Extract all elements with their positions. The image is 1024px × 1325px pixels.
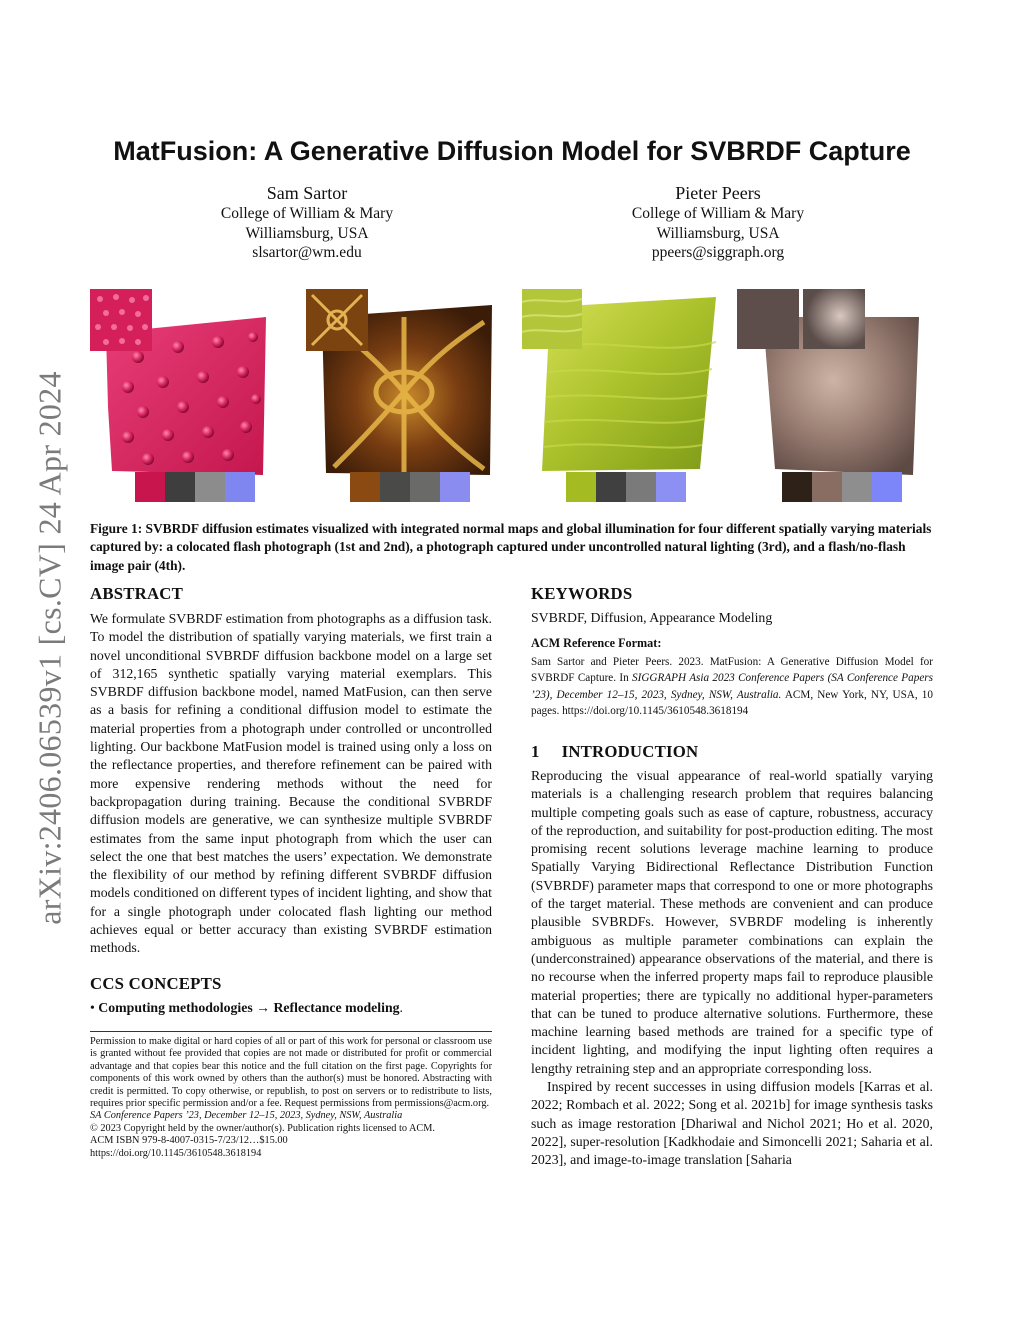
ccs-heading: CCS CONCEPTS (90, 974, 222, 993)
swatch-specular-2 (380, 472, 410, 502)
reference-doi[interactable]: ACM, New York, NY, USA, 10 pages. https://doi.org/10.1145/3610548.3618194 (531, 688, 933, 718)
doi-link[interactable]: https://doi.org/10.1145/3610548.3618194 (90, 1147, 262, 1159)
swatch-albedo-2 (350, 472, 380, 502)
ccs-arrow: → (256, 1000, 271, 1015)
intro-body (531, 767, 933, 1170)
arxiv-identifier: arXiv:2406.06539v1 [cs.CV] 24 Apr 2024 (31, 371, 68, 925)
author-affiliation: College of William & Mary (220, 205, 394, 222)
intro-paragraph-2: Inspired by recent successes in using diffusion models [Karras et al. 2022; Rombach et al. 2022; Song et al. 2021b] for image synthesis tasks such as image restoration [Dhariwal and Nichol 2021; Ho et al. 2020, 2022], super-resolution [Kadkhodaie and Simoncelli 2021; Saharia et al. 2023], and image-to-image translation [Saharia (531, 1079, 933, 1168)
swatch-albedo-4 (782, 472, 812, 502)
author-location: Williamsburg, USA (656, 224, 780, 242)
swatch-roughness-2 (410, 472, 440, 502)
ccs-period: . (399, 1000, 403, 1015)
material-render-4 (735, 287, 925, 477)
material-render-2 (304, 287, 494, 477)
swatch-roughness-1 (195, 472, 225, 502)
swatch-normal-4 (872, 472, 902, 502)
green-leaf-material-image (520, 287, 720, 477)
author-block-2 (568, 182, 868, 263)
author-email[interactable]: slsartor@wm.edu (252, 244, 362, 262)
keywords-heading: KEYWORDS (531, 584, 633, 603)
paper-title: MatFusion: A Generative Diffusion Model for SVBRDF Capture (113, 136, 911, 166)
swatch-specular-4 (812, 472, 842, 502)
abstract-heading: ABSTRACT (90, 584, 183, 603)
ccs-bullet: • (90, 1000, 95, 1015)
ornate-tile-material-image (304, 287, 494, 477)
intro-number: 1 (531, 742, 540, 761)
ccs-subconcept: Reflectance modeling (273, 1000, 400, 1015)
swatch-albedo-1 (135, 472, 165, 502)
material-render-1 (88, 287, 268, 487)
reference-format (531, 654, 933, 720)
swatch-normal-3 (656, 472, 686, 502)
abstract-text: We formulate SVBRDF estimation from photographs as a diffusion task. To model the distribution of spatially varying materials, we first train a novel unconditional SVBRDF diffusion backbone model on a large set of 312,165 synthetic spatially varying material exemplars. This SVBRDF diffusion backbone model, named MatFusion, can then serve as a basis for refining a conditional diffusion model to estimate the material properties from a photograph under controlled or uncontrolled lighting. Our backbone MatFusion model is trained using only a loss on the reflectance properties, and therefore refinement can be paired with more expensive rendering methods without the need for backpropagation during training. Because the conditional SVBRDF diffusion models are generative, we can synthesize multiple SVBRDF estimates from the same input photograph from which the user can select the one that best matches the users’ expectation. We demonstrate the flexibility of our method by refining different SVBRDF diffusion models conditioned on different types of incident lighting, and show that for a single photograph under colocated flash lighting our method achieves equal or better accuracy than existing SVBRDF estimation methods. (90, 611, 492, 956)
swatch-roughness-3 (626, 472, 656, 502)
intro-paragraph-1: Reproducing the visual appearance of real-world spatially varying materials is a challenging research problem that requires balancing multiple competing goals such as ease of capture, robustness, accuracy of the reproduction, and suitability for post-production editing. The most promising recent solutions leverage machine learning to produce Spatially Varying Bidirectional Reflectance Distribution Function (SVBRDF) parameter maps that correspond to one or more photographs of the target material. These methods are convenient and can produce plausible SVBRDFs. However, SVBRDF modeling is inherently ambiguous as multiple parameter combinations can explain the (underconstrained) appearance observations of the material, and there is no recourse when the inferred property maps fail to reproduce plausible material properties; there are typically no additional hyper-parameters that can be tuned to produce alternative solutions. Furthermore, these machine learning based methods are trained for a specific type of incident lighting, and modifying the input lighting often requires a lengthy retraining step and an appropriate corresponding loss. (531, 768, 933, 1076)
reference-venue: SIGGRAPH Asia 2023 Conference Papers (SA Conference Papers ’23), December 12–15, 2023, Sydney, NSW, Australia. (531, 672, 933, 701)
reference-text: Sam Sartor and Pieter Peers. 2023. MatFusion: A Generative Diffusion Model for SVBRDF Capture. In (531, 656, 933, 685)
author-email[interactable]: ppeers@siggraph.org (651, 244, 785, 262)
permission-notice (90, 1036, 492, 1160)
intro-title: INTRODUCTION (561, 742, 699, 761)
hammered-metal-material-image (735, 287, 925, 477)
swatch-specular-1 (165, 472, 195, 502)
footnote-rule (90, 1031, 492, 1032)
swatch-albedo-3 (566, 472, 596, 502)
ccs-concept: Computing methodologies (98, 1000, 253, 1015)
author-affiliation: College of William & Mary (631, 205, 805, 222)
author-location: Williamsburg, USA (245, 224, 369, 242)
conference-venue: SA Conference Papers ’23, December 12–15, 2023, Sydney, NSW, Australia (90, 1110, 403, 1122)
isbn-line: ACM ISBN 979-8-4007-0315-7/23/12…$15.00 (90, 1135, 288, 1147)
swatch-normal-1 (225, 472, 255, 502)
swatch-normal-2 (440, 472, 470, 502)
ccs-concepts (90, 999, 492, 1017)
figure-caption: Figure 1: SVBRDF diffusion estimates visualized with integrated normal maps and global illumination for four different spatially varying materials captured by: a colocated flash photograph (1st and 2nd), a photograph captured under uncontrolled natural lighting (3rd), and a flash/no-flash image pair (4th). (90, 521, 932, 573)
copyright-line: © 2023 Copyright held by the owner/author(s). Publication rights licensed to ACM. (90, 1122, 436, 1134)
reference-heading: ACM Reference Format: (531, 636, 662, 650)
author-name: Sam Sartor (266, 183, 348, 203)
author-block-1 (157, 182, 457, 263)
pink-dotted-material-image (88, 287, 268, 487)
intro-heading (531, 742, 698, 762)
material-render-3 (520, 287, 720, 477)
permission-text: Permission to make digital or hard copies of all or part of this work for personal or classroom use is granted without fee provided that copies are not made or distributed for profit or commercial advantage and that copies bear this notice and the full citation on the first page. Copyrights for components of this work owned by others than the author(s) must be honored. Abstracting with credit is permitted. To copy otherwise, or republish, to post on servers or to redistribute to lists, requires prior specific permission and/or a fee. Request permissions from permissions@acm.org. (90, 1036, 492, 1110)
keywords-text: SVBRDF, Diffusion, Appearance Modeling (531, 610, 773, 625)
swatch-roughness-4 (842, 472, 872, 502)
author-name: Pieter Peers (675, 183, 761, 203)
swatch-specular-3 (596, 472, 626, 502)
